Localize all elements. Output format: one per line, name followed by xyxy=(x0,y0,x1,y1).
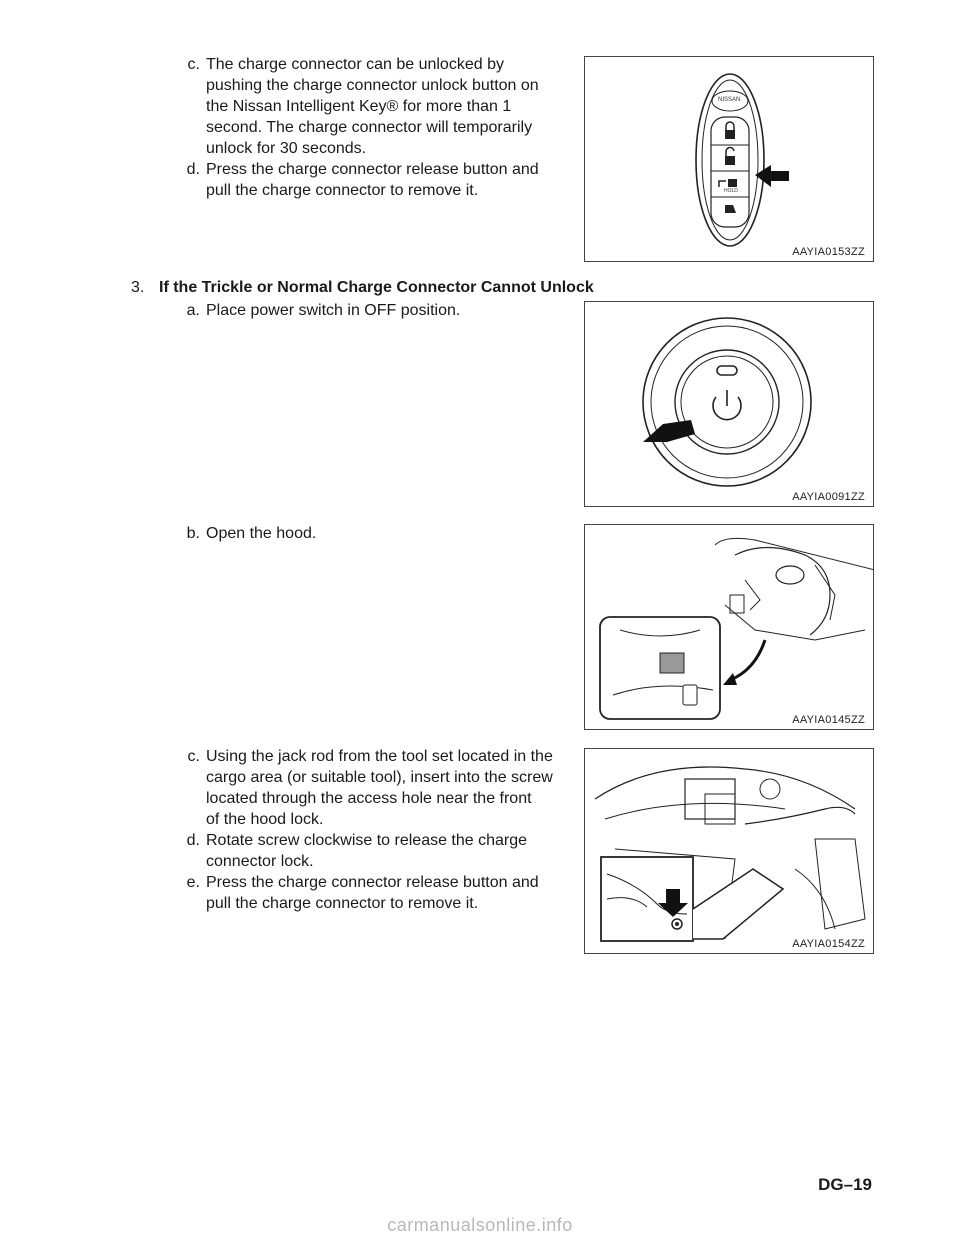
step-b xyxy=(164,523,564,544)
key-hold-text: HOLD xyxy=(724,188,738,194)
step-d-release-connector: d. Press the charge connector release button and pull the charge connector to remove it. xyxy=(164,159,564,201)
page-number: DG–19 xyxy=(818,1175,872,1194)
section-title: If the Trickle or Normal Charge Connector Cannot Unlock xyxy=(159,279,594,296)
step-text: Open the hood. xyxy=(206,525,317,542)
figure-code: AAYIA0091ZZ xyxy=(792,491,865,503)
step-d-rotate-screw: d. Rotate screw clockwise to release the charge connector lock. xyxy=(164,830,574,872)
step-label: d. xyxy=(186,161,200,178)
step-label: d. xyxy=(186,832,200,849)
step-c-unlock-key: c. The charge connector can be unlocked by pushing the charge connector unlock button on the Nissan Intelligent Key® for more than 1 second. The charge connector will temporarily unlock for 30 seconds. xyxy=(164,54,564,159)
section1-steps xyxy=(164,54,564,201)
figure-code: AAYIA0154ZZ xyxy=(792,938,865,950)
step-label: b. xyxy=(186,525,200,542)
key-brand-text: NISSAN xyxy=(718,97,741,103)
step-label: a. xyxy=(186,302,200,319)
hood-release-illustration xyxy=(585,525,874,730)
step-a xyxy=(164,300,564,321)
figure-key-fob xyxy=(584,56,874,262)
step-label: c. xyxy=(187,56,200,73)
figure-code: AAYIA0153ZZ xyxy=(792,246,865,258)
section-number: 3. xyxy=(131,279,145,296)
step-text: Place power switch in OFF position. xyxy=(206,302,461,319)
section3-steps-cde xyxy=(164,746,574,914)
watermark-text: carmanualsonline.info xyxy=(387,1215,573,1235)
engine-bay-illustration xyxy=(585,749,874,954)
section-heading xyxy=(131,277,594,298)
figure-code: AAYIA0145ZZ xyxy=(792,714,865,726)
figure-engine-bay xyxy=(584,748,874,954)
figure-hood-release xyxy=(584,524,874,730)
figure-power-switch xyxy=(584,301,874,507)
step-c-jack-rod: c. Using the jack rod from the tool set located in the cargo area (or suitable tool), insert into the screw located through the access hole near the front of the hood lock. xyxy=(164,746,574,830)
step-e-release-connector: e. Press the charge connector release button and pull the charge connector to remove it. xyxy=(164,872,574,914)
power-switch-illustration xyxy=(585,302,874,507)
key-fob-illustration xyxy=(585,57,874,262)
step-label: e. xyxy=(186,874,200,891)
step-label: c. xyxy=(187,748,200,765)
